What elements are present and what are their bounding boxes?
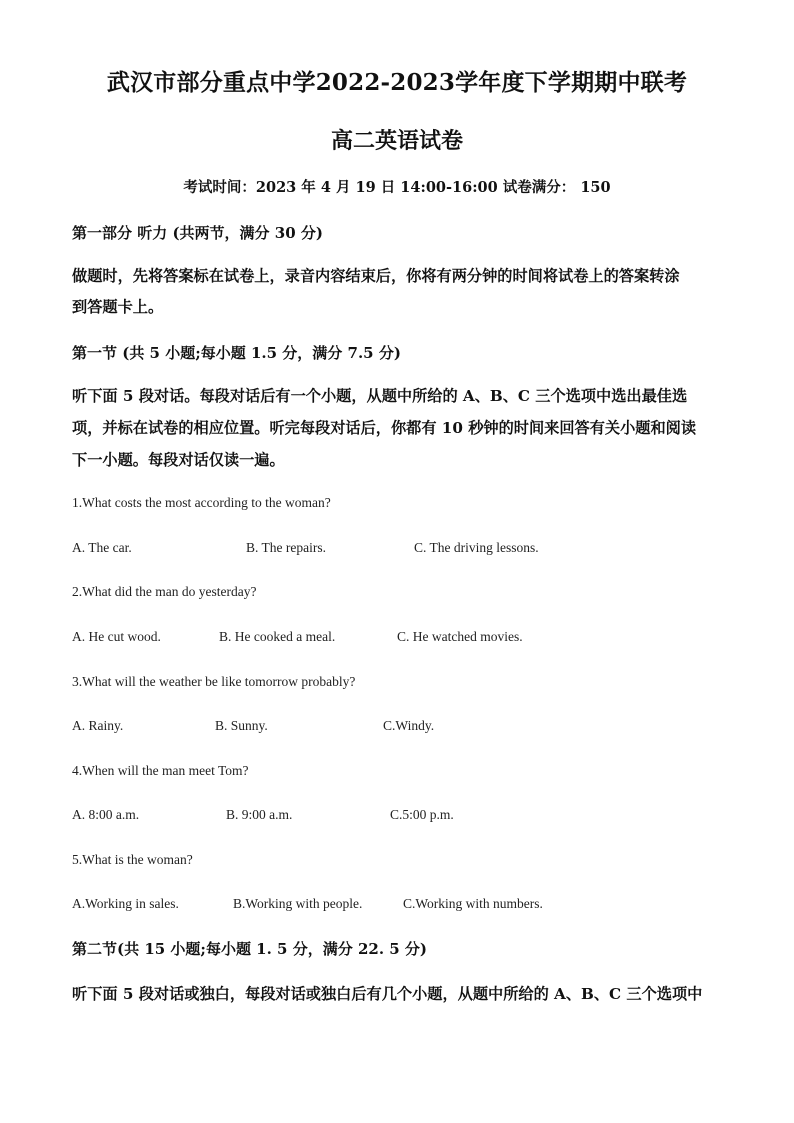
question-3-option-a: A. Rainy. <box>72 718 124 733</box>
exam-info: 考试时间：2023 年 4 月 19 日 14:00-16:00 试卷满分： 150 <box>183 179 611 196</box>
question-4-option-a: A. 8:00 a.m. <box>72 807 140 822</box>
question-1-option-b: B. The repairs. <box>246 540 326 555</box>
section1-instruction-line: 下一小题。每段对话仅读一遍。 <box>72 451 285 469</box>
question-3-option-c: C.Windy. <box>383 718 435 733</box>
question-1-option-a: A. The car. <box>72 540 132 555</box>
section2-heading: 第二节(共 15 小题;每小题 1. 5 分，满分 22. 5 分) <box>72 940 428 958</box>
question-4-option-b: B. 9:00 a.m. <box>226 807 293 822</box>
section1-heading: 第一节 (共 5 小题;每小题 1.5 分，满分 7.5 分) <box>72 344 401 362</box>
exam-title: 武汉市部分重点中学2022-2023学年度下学期期中联考 <box>106 69 688 96</box>
part1-instruction-line: 到答题卡上。 <box>72 298 164 316</box>
section1-instruction-line: 项，并标在试卷的相应位置。听完每段对话后，你都有 10 秒钟的时间来回答有关小题和阅读 <box>72 419 697 437</box>
exam-subtitle: 高二英语试卷 <box>330 128 463 154</box>
question-2-option-c: C. He watched movies. <box>397 629 523 644</box>
question-4: 4.When will the man meet Tom? <box>72 763 249 778</box>
question-2-option-a: A. He cut wood. <box>72 629 161 644</box>
question-2: 2.What did the man do yesterday? <box>72 584 257 599</box>
section2-instruction-line: 听下面 5 段对话或独白，每段对话或独白后有几个小题，从题中所给的 A、B、C 三个选项中 <box>72 985 703 1003</box>
part1-heading: 第一部分 听力 (共两节，满分 30 分) <box>72 224 323 242</box>
question-5-option-a: A.Working in sales. <box>72 896 179 911</box>
part1-instruction-line: 做题时，先将答案标在试卷上，录音内容结束后，你将有两分钟的时间将试卷上的答案转涂 <box>72 267 680 285</box>
question-1: 1.What costs the most according to the woman? <box>72 495 331 510</box>
section1-instruction-line: 听下面 5 段对话。每段对话后有一个小题，从题中所给的 A、B、C 三个选项中选出最佳选 <box>72 387 688 405</box>
question-5: 5.What is the woman? <box>72 852 193 867</box>
question-5-option-c: C.Working with numbers. <box>403 896 543 911</box>
question-5-option-b: B.Working with people. <box>233 896 363 911</box>
question-3-option-b: B. Sunny. <box>215 718 268 733</box>
question-2-option-b: B. He cooked a meal. <box>219 629 336 644</box>
question-4-option-c: C.5:00 p.m. <box>390 807 454 822</box>
question-1-option-c: C. The driving lessons. <box>414 540 539 555</box>
question-3: 3.What will the weather be like tomorrow probably? <box>72 674 356 689</box>
